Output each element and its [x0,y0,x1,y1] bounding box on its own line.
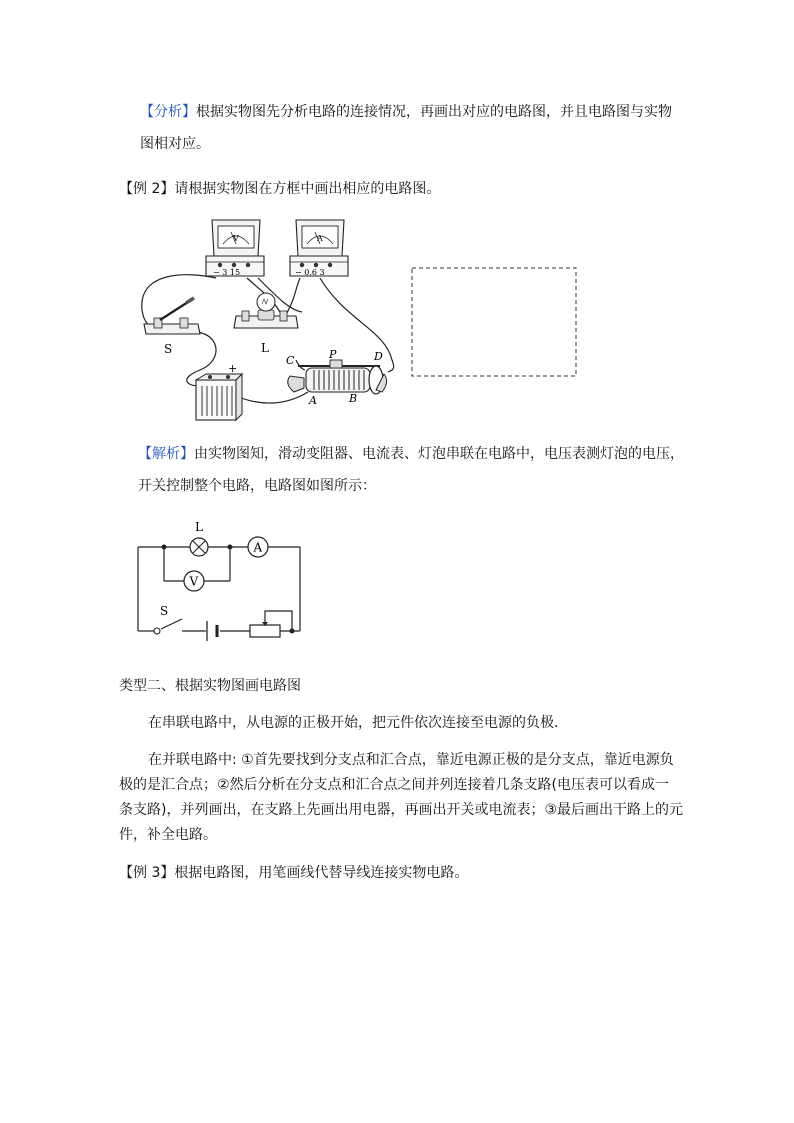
battery-device [196,362,242,420]
switch-label: S [164,342,173,356]
parallel-line3: 条支路)，并列画出，在支路上先画出用电器，再画出开关或电流表；③最后画出干路上的元 [119,802,684,818]
example3-paragraph [119,862,468,882]
rheostat-device [286,348,387,407]
example3-text: 根据电路图，用笔画线代替导线连接实物电路。 [174,865,469,881]
ammeter-symbol [248,537,268,557]
lamp-symbol [190,520,208,556]
rheostat-label-d: D [374,350,383,363]
analysis-line1: 根据实物图先分析电路的连接情况，再画出对应的电路图，并且电路图与实物 [196,104,672,120]
circuit-diagram-figure [130,515,310,645]
diagram-lamp-label: L [195,520,203,534]
battery-symbol [207,621,217,641]
analysis-label: 【分析】 [140,104,196,120]
series-paragraph: 在串联电路中，从电源的正极开始，把元件依次连接至电源的负极． [148,715,568,731]
voltmeter-terminals: − 3 15 [213,268,241,277]
ammeter-face-letter: A [317,234,323,243]
voltmeter-device [206,220,264,277]
diagram-switch-label: S [160,604,169,618]
lamp-device [234,293,298,355]
example2-label: 【例 2】 [119,181,175,197]
lamp-label: L [261,341,269,355]
voltmeter-face-letter: V [233,234,239,243]
ammeter-device [290,220,348,277]
solution-line1: 由实物图知，滑动变阻器、电流表、灯泡串联在电路中，电压表测灯泡的电压， [194,446,684,462]
type2-heading: 类型二、根据实物图画电路图 [119,678,301,694]
parallel-paragraph [119,748,699,848]
solution-paragraph [138,438,718,470]
rheostat-label-a: A [309,394,317,407]
parallel-line1: 在并联电路中: ①首先要找到分支点和汇合点，靠近电源正极的是分支点，靠近电源负 [148,752,674,768]
diagram-ammeter-label: A [253,540,263,555]
answer-box [412,268,576,376]
example3-label: 【例 3】 [119,865,175,881]
example2-paragraph [119,178,440,198]
parallel-line4: 件，补全电路。 [119,827,217,843]
solution-line2: 开关控制整个电路，电路图如图所示： [138,478,376,494]
wire-battery-rheostat [236,392,308,403]
solution-label: 【解析】 [138,446,194,462]
rheostat-label-b: B [349,392,358,405]
parallel-line2: 极的是汇合点；②然后分析在分支点和汇合点之间并列连接着几条支路(电压表可以看成一 [119,777,670,793]
analysis-line2: 图相对应。 [140,136,210,152]
wire-voltmeter-switch [142,275,216,328]
ammeter-terminals: − 0.6 3 [295,268,325,277]
rheostat-symbol [250,622,280,637]
knife-switch [144,298,200,356]
voltmeter-symbol [184,571,204,591]
example2-text: 请根据实物图在方框中画出相应的电路图。 [174,181,441,197]
switch-symbol [154,604,168,634]
physical-circuit-figure [130,210,590,425]
analysis-paragraph [140,96,700,128]
rheostat-label-c: C [286,354,295,367]
battery-plus-label: + [228,362,238,375]
diagram-voltmeter-label: V [189,574,199,589]
rheostat-label-p: P [329,348,337,361]
